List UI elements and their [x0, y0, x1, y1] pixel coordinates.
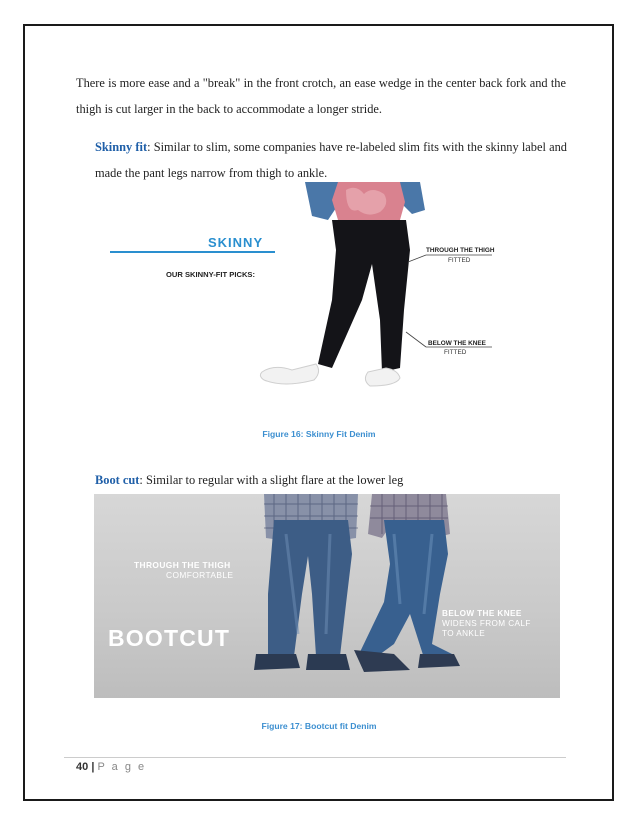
figure-17-caption: Figure 17: Bootcut fit Denim: [261, 721, 377, 731]
bootcut-knee-label: BELOW THE KNEE: [442, 609, 522, 618]
skinny-fit-image: [100, 180, 495, 402]
bootcut-colon: :: [139, 473, 143, 487]
knee-label: BELOW THE KNEE: [428, 340, 486, 347]
skinny-fit-text: Similar to slim, some companies have re-labeled slim fits with the skinny label and made the pant legs narrow from thigh to ankle.: [95, 140, 567, 180]
skinny-jeans: [318, 220, 410, 372]
skinny-fit-colon: :: [147, 140, 151, 154]
bootcut-term: Boot cut: [95, 473, 140, 487]
thigh-label: THROUGH THE THIGH: [426, 247, 495, 254]
footer-divider: [64, 757, 566, 758]
skinny-fit-figure: [100, 180, 495, 402]
page-footer: [76, 761, 146, 773]
bootcut-text: Similar to regular with a slight flare at the lower leg: [142, 473, 404, 487]
right-shoe-b: [418, 654, 460, 668]
right-sneaker: [365, 368, 400, 386]
bootcut-knee-value-1: WIDENS FROM CALF: [442, 619, 531, 628]
figure-16-caption: Figure 16: Skinny Fit Denim: [262, 429, 376, 439]
bootcut-figure: [94, 494, 560, 698]
skinny-fit-term: Skinny fit: [95, 140, 148, 154]
skinny-fit-paragraph: [95, 134, 567, 186]
knee-value: FITTED: [444, 349, 467, 356]
bootcut-thigh-label: THROUGH THE THIGH: [134, 560, 231, 570]
skinny-subheading: OUR SKINNY-FIT PICKS:: [166, 270, 256, 279]
bootcut-paragraph: [95, 473, 403, 488]
page-word: P a g e: [97, 761, 147, 773]
bootcut-thigh-value: COMFORTABLE: [166, 570, 234, 580]
left-shoe-a: [254, 654, 300, 670]
right-shoe-a: [354, 650, 410, 672]
page-number: 40: [76, 761, 89, 773]
bootcut-jeans-right: [360, 520, 452, 660]
bootcut-jeans-left: [268, 520, 352, 656]
bootcut-heading: BOOTCUT: [108, 625, 231, 651]
thigh-value: FITTED: [448, 257, 471, 264]
footer-separator: |: [91, 761, 95, 773]
left-sneaker: [260, 364, 318, 384]
left-shoe-b: [306, 654, 350, 670]
bootcut-image: [94, 494, 560, 698]
bootcut-knee-value-2: TO ANKLE: [442, 629, 486, 638]
intro-paragraph: There is more ease and a "break" in the front crotch, an ease wedge in the center back fork and the thigh is cut larger in the back to accommodate a longer stride.: [76, 76, 566, 116]
skinny-underline: [110, 251, 275, 253]
skinny-heading: SKINNY: [208, 235, 264, 250]
